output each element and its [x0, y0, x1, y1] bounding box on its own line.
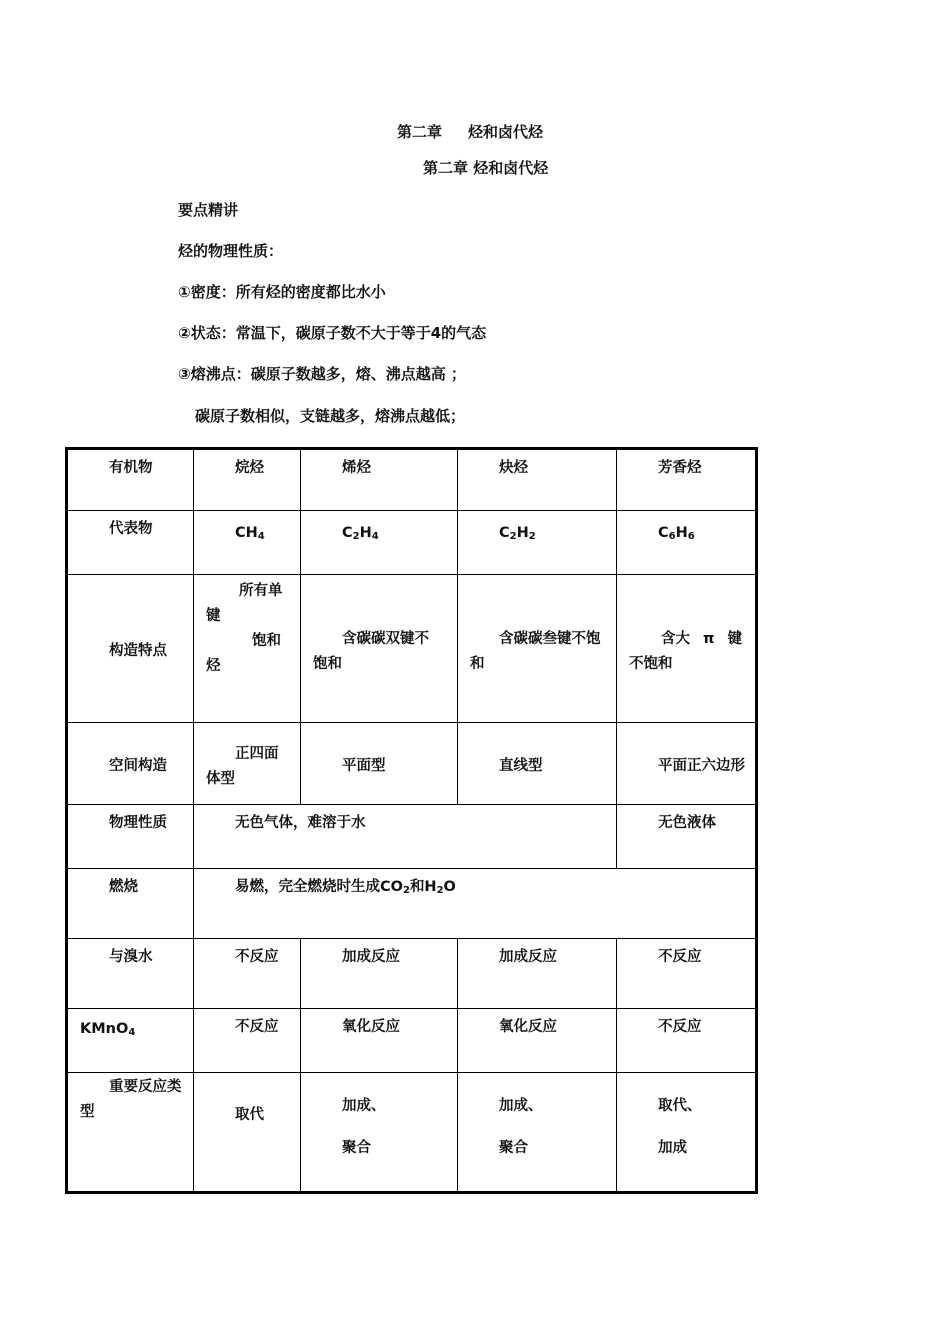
physical-properties-heading: 烃的物理性质： — [178, 242, 284, 260]
table-row — [67, 575, 757, 723]
physical-liquid-cell: 无色液体 — [617, 805, 757, 869]
table-row — [67, 869, 757, 939]
structure-cell: 含大 π 键 不饱和 — [617, 575, 757, 723]
space-cell: 平面正六边形 — [617, 723, 757, 805]
melting-point-item-continued: 碳原子数相似，支链越多，熔沸点越低； — [195, 407, 466, 425]
table-row — [67, 723, 757, 805]
physical-gas-cell: 无色气体，难溶于水 — [194, 805, 617, 869]
kmno4-cell: 氧化反应 — [301, 1009, 458, 1073]
row-label: 空间构造 — [67, 723, 194, 805]
formula-cell: $C_2H_4$ — [301, 511, 458, 575]
bromine-cell: 加成反应 — [458, 939, 617, 1009]
space-cell: 平面型 — [301, 723, 458, 805]
density-item: ①密度：所有烃的密度都比水小 — [178, 283, 386, 301]
table-row — [67, 805, 757, 869]
state-item: ②状态：常温下，碳原子数不大于等于4的气态 — [178, 324, 487, 342]
bromine-cell: 加成反应 — [301, 939, 458, 1009]
row-label: 燃烧 — [67, 869, 194, 939]
space-cell: 正四面体型 — [194, 723, 301, 805]
combustion-cell: 易燃，完全燃烧时生成$CO_2$和$H_2O$ — [194, 869, 757, 939]
header-cell: 烯烃 — [301, 449, 458, 511]
kmno4-cell: 不反应 — [194, 1009, 301, 1073]
bromine-cell: 不反应 — [194, 939, 301, 1009]
formula-cell: $C_6H_6$ — [617, 511, 757, 575]
header-cell: 烷烃 — [194, 449, 301, 511]
row-label: 物理性质 — [67, 805, 194, 869]
table-row — [67, 511, 757, 575]
kmno4-cell: 氧化反应 — [458, 1009, 617, 1073]
header-cell: 炔烃 — [458, 449, 617, 511]
header-cell: 芳香烃 — [617, 449, 757, 511]
title-part1: 第二章 — [397, 123, 443, 141]
row-label: 重要反应类型 — [67, 1073, 194, 1193]
table-header-row — [67, 449, 757, 511]
reaction-cell: 取代 — [194, 1073, 301, 1193]
section-heading: 要点精讲 — [178, 201, 239, 219]
formula-cell: $CH_4$ — [194, 511, 301, 575]
row-label: 代表物 — [67, 511, 194, 575]
table-row — [67, 939, 757, 1009]
row-label: 构造特点 — [67, 575, 194, 723]
table-row — [67, 1009, 757, 1073]
table-row — [67, 1073, 757, 1193]
melting-point-item: ③熔沸点：碳原子数越多，熔、沸点越高 ； — [178, 365, 466, 383]
bromine-cell: 不反应 — [617, 939, 757, 1009]
row-label: 与溴水 — [67, 939, 194, 1009]
row-label: KMnO$_4$ — [67, 1009, 194, 1073]
title-part2: 烃和卤代烃 — [468, 123, 544, 141]
reaction-cell: 加成、 聚合 — [301, 1073, 458, 1193]
reaction-cell: 加成、 聚合 — [458, 1073, 617, 1193]
reaction-cell: 取代、 加成 — [617, 1073, 757, 1193]
page-subtitle: 第二章 烃和卤代烃 — [423, 159, 549, 177]
formula-cell: $C_2H_2$ — [458, 511, 617, 575]
kmno4-cell: 不反应 — [617, 1009, 757, 1073]
structure-cell: 含碳碳叁键不饱和 — [458, 575, 617, 723]
page-title — [397, 121, 543, 142]
structure-cell: 所有单 键 饱和 烃 — [194, 575, 301, 723]
space-cell: 直线型 — [458, 723, 617, 805]
header-cell: 有机物 — [67, 449, 194, 511]
structure-cell: 含碳碳双键不饱和 — [301, 575, 458, 723]
hydrocarbon-comparison-table — [65, 447, 758, 1194]
